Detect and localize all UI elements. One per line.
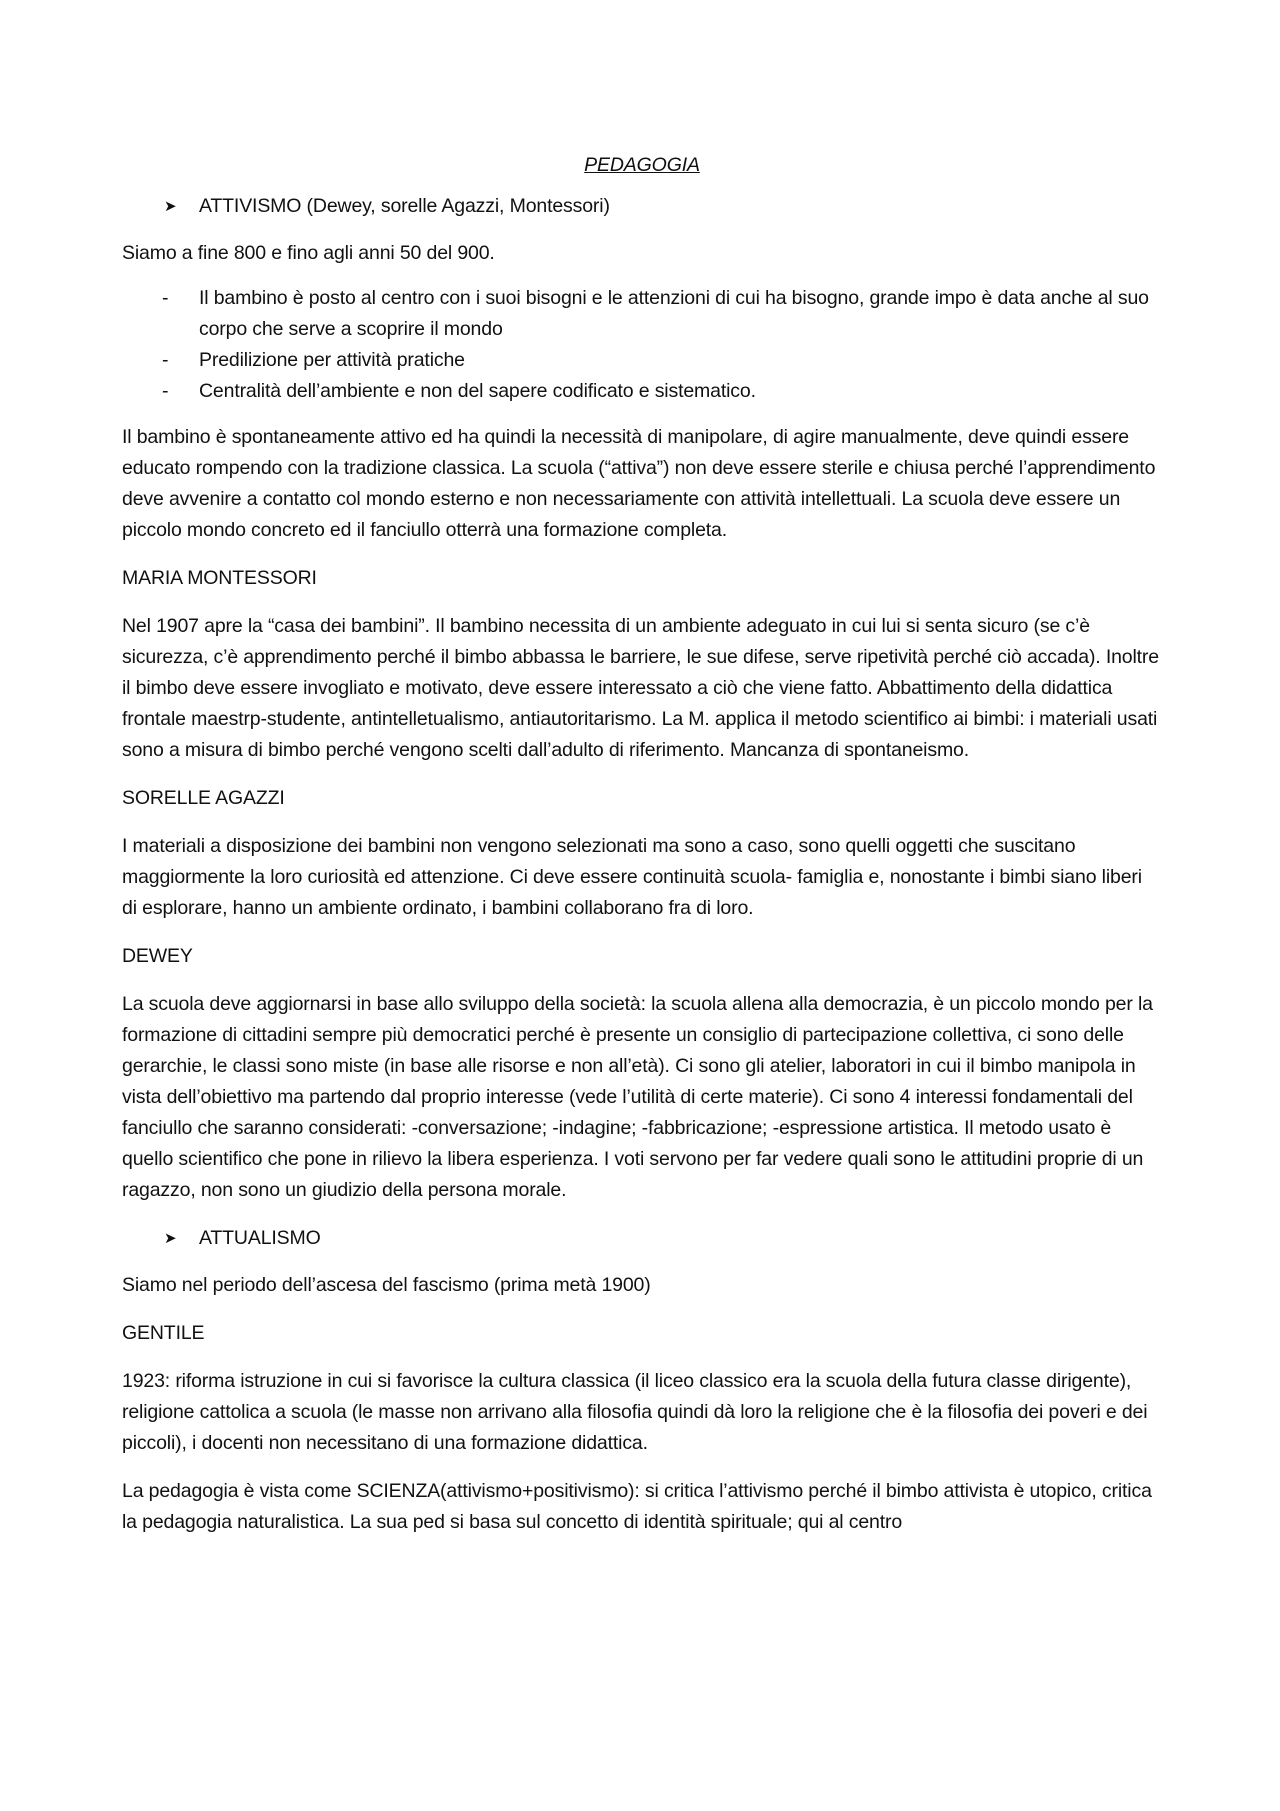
- paragraph: La pedagogia è vista come SCIENZA(attivismo+positivismo): si critica l’attivismo perché il bimbo attivista è utopico, critica la pedagogia naturalistica. La sua ped si basa sul concetto di identità spirituale; qui al centro: [122, 1480, 1152, 1533]
- dash-bullet-icon: -: [162, 380, 169, 402]
- section-bullet-text: ATTUALISMO: [199, 1227, 321, 1249]
- paragraph: 1923: riforma istruzione in cui si favorisce la cultura classica (il liceo classico era la scuola della futura classe dirigente), religione cattolica a scuola (le masse non arrivano alla filosofia quindi dà loro la religione che è la filosofia dei poveri e dei piccoli), i docenti non necessitano di una formazione didattica.: [122, 1370, 1148, 1454]
- section-heading: DEWEY: [122, 945, 193, 967]
- list-item: [122, 376, 1162, 407]
- section-heading: SORELLE AGAZZI: [122, 787, 285, 809]
- paragraph: Nel 1907 apre la “casa dei bambini”. Il bambino necessita di un ambiente adeguato in cui lui si senta sicuro (se c’è sicurezza, c’è apprendimento perché il bimbo abbassa le barriere, le sue difese, serve ripetività perché ciò accada). Inoltre il bimbo deve essere invogliato e motivato, deve essere interessato a ciò che viene fatto. Abbattimento della didattica frontale maestrp-studente, antintelletualismo, antiautoritarismo. La M. applica il metodo scientifico ai bimbi: i materiali usati sono a misura di bimbo perché vengono scelti dall’adulto di riferimento. Mancanza di spontaneismo.: [122, 615, 1159, 761]
- section-bullet-text: ATTIVISMO (Dewey, sorelle Agazzi, Montessori): [199, 195, 610, 217]
- paragraph: Siamo a fine 800 e fino agli anni 50 del 900.: [122, 242, 495, 264]
- paragraph: La scuola deve aggiornarsi in base allo sviluppo della società: la scuola allena alla democrazia, è un piccolo mondo per la formazione di cittadini sempre più democratici perché è presente un consiglio di partecipazione collettiva, ci sono delle gerarchie, le classi sono miste (in base alle risorse e non all’età). Ci sono gli atelier, laboratori in cui il bimbo manipola in vista dell’obiettivo ma partendo dal proprio interesse (vede l’utilità di certe materie). Ci sono 4 interessi fondamentali del fanciullo che saranno considerati: -conversazione; -indagine; -fabbricazione; -espressione artistica. Il metodo usato è quello scientifico che pone in rilievo la libera esperienza. I voti servono per far vedere quali sono le attitudini proprie di un ragazzo, non sono un giudizio della persona morale.: [122, 993, 1153, 1201]
- section-heading: MARIA MONTESSORI: [122, 567, 317, 589]
- dash-bullet-icon: -: [162, 349, 169, 371]
- paragraph: Siamo nel periodo dell’ascesa del fascismo (prima metà 1900): [122, 1274, 651, 1296]
- list-item-text: Predilizione per attività pratiche: [199, 349, 465, 371]
- section-bullet: [122, 1223, 1162, 1254]
- document-body: [122, 150, 1162, 1555]
- arrow-bullet-icon: ➤: [164, 1230, 177, 1247]
- section-heading: GENTILE: [122, 1322, 205, 1344]
- arrow-bullet-icon: ➤: [164, 198, 177, 215]
- paragraph: Il bambino è spontaneamente attivo ed ha quindi la necessità di manipolare, di agire manualmente, deve quindi essere educato rompendo con la tradizione classica. La scuola (“attiva”) non deve essere sterile e chiusa perché l’apprendimento deve avvenire a contatto col mondo esterno e non necessariamente con attività intellettuali. La scuola deve essere un piccolo mondo concreto ed il fanciullo otterrà una formazione completa.: [122, 426, 1156, 541]
- list-item: [122, 283, 1162, 345]
- list-item-text: Il bambino è posto al centro con i suoi bisogni e le attenzioni di cui ha bisogno, grande impo è data anche al suo corpo che serve a scoprire il mondo: [199, 287, 1149, 340]
- dash-bullet-icon: -: [162, 287, 169, 309]
- dash-list: [122, 283, 1162, 407]
- document-title: PEDAGOGIA: [584, 154, 700, 176]
- list-item: [122, 345, 1162, 376]
- paragraph: I materiali a disposizione dei bambini non vengono selezionati ma sono a caso, sono quelli oggetti che suscitano maggiormente la loro curiosità ed attenzione. Ci deve essere continuità scuola- famiglia e, nonostante i bimbi siano liberi di esplorare, hanno un ambiente ordinato, i bambini collaborano fra di loro.: [122, 835, 1142, 919]
- section-bullet: [122, 191, 1162, 222]
- list-item-text: Centralità dell’ambiente e non del sapere codificato e sistematico.: [199, 380, 756, 402]
